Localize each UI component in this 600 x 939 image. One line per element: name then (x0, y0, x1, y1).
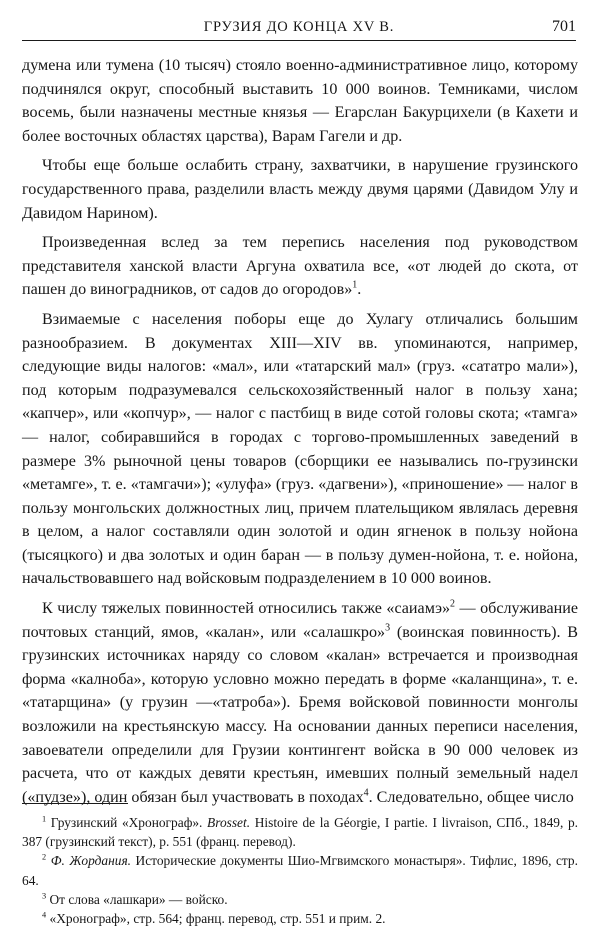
footnote-1: $^1$ Грузинский «Хронограф». Brosset. Histoire de la Géorgie, I partie. I livraison, СПб., 1849, p. 387 (грузинский текст), p. 551 (франц. перевод). (22, 814, 578, 850)
footnote-4: $^4$ «Хронограф», стр. 564; франц. перевод, стр. 551 и прим. 2. (42, 910, 386, 927)
paragraph-3: Произведенная вслед за тем перепись населения под руководством представителя ханской власти Аргуна охватила все, «от людей до скота, от пашен до виноградников, от садов до огородов»$^1$. (22, 234, 578, 299)
paragraph-4: Взимаемые с населения поборы еще до Хулагу отличались большим разнообразием. В документах XIII—XIV вв. упоминаются, например, следующие виды налогов: «мал», или «татарский мал» (груз. «сататро мали»), под которым подразумевался сельскохозяйственный налог в пользу хана; «капчер», или «копчур», — налог с пастбищ в виде сотой головы скота; «тамга» — налог, собиравшийся в городах с торгово-промышленных заведений в размере 3% рыночной цены товаров (сборщики ее назывались по-грузински «метамге», т. е. «тамгачи»); «улуфа» (груз. «дагвени»), «приношение» — налог в пользу монгольских должностных лиц, причем плательщиком являлась деревня в целом, а налог составляли один золотой и один ягненок в пользу нойона (тысяцкого) и два золотых и один баран — в пользу думен-нойона, т. е. нойона, начальствовавшего над войсковым подразделением в 10 000 воинов. (22, 310, 578, 588)
footnote-2: $^2$ Ф. Жордания. Исторические документы Шио-Мгвимского монастыря». Тифлис, 1896, стр. 64. (22, 852, 578, 888)
footnote-divider (22, 803, 128, 804)
footnote-3: $^3$ От слова «лашкари» — войско. (42, 891, 228, 907)
main-text (22, 54, 578, 815)
footnote-ref-2: 2 (450, 598, 456, 610)
page-number: 701 (552, 18, 576, 35)
paragraph-5: К числу тяжелых повинностей относились также «саиамэ»$^2$ — обслуживание почтовых станций, ямов, «калан», или «салашкро»$^3$ (воинская повинность). В грузинских источниках наряду со словом «калан» встречается и производная форма «калноба», которую условно можно передать в форме «каланщина», т. е. «татарщина» (у грузин —«татроба»). Бремя войсковой повинности монголы возложили на крестьянскую массу. На основании данных переписи населения, завоеватели определили для Грузии контингент войска в 90 000 человек из расчета, что от каждых девяти крестьян, имевших полный земельный надел («пудзе»), один обязан был участвовать в походах$^4$. Следовательно, общее число (22, 598, 578, 806)
running-title: ГРУЗИЯ ДО КОНЦА XV В. (203, 19, 395, 35)
running-header (22, 10, 576, 41)
footnotes (22, 813, 578, 928)
footnote-ref-3: 3 (385, 622, 391, 634)
footnote-ref-1: 1 (352, 279, 358, 291)
footnote-ref-4: 4 (363, 787, 369, 799)
paragraph-2: Чтобы еще больше ослабить страну, захватчики, в нарушение грузинского государственного права, разделили власть между двумя царями (Давидом Улу и Давидом Нарином). (22, 157, 578, 222)
paragraph-1: думена или тумена (10 тысяч) стояло военно-административное лицо, которому подчинялся округ, способный выставить 10 000 воинов. Темниками, числом восемь, были назначены местные князья — Егарслан Бакурцихели (в Кахети и более восточных областях царства), Варам Гагели и др. (22, 57, 578, 145)
